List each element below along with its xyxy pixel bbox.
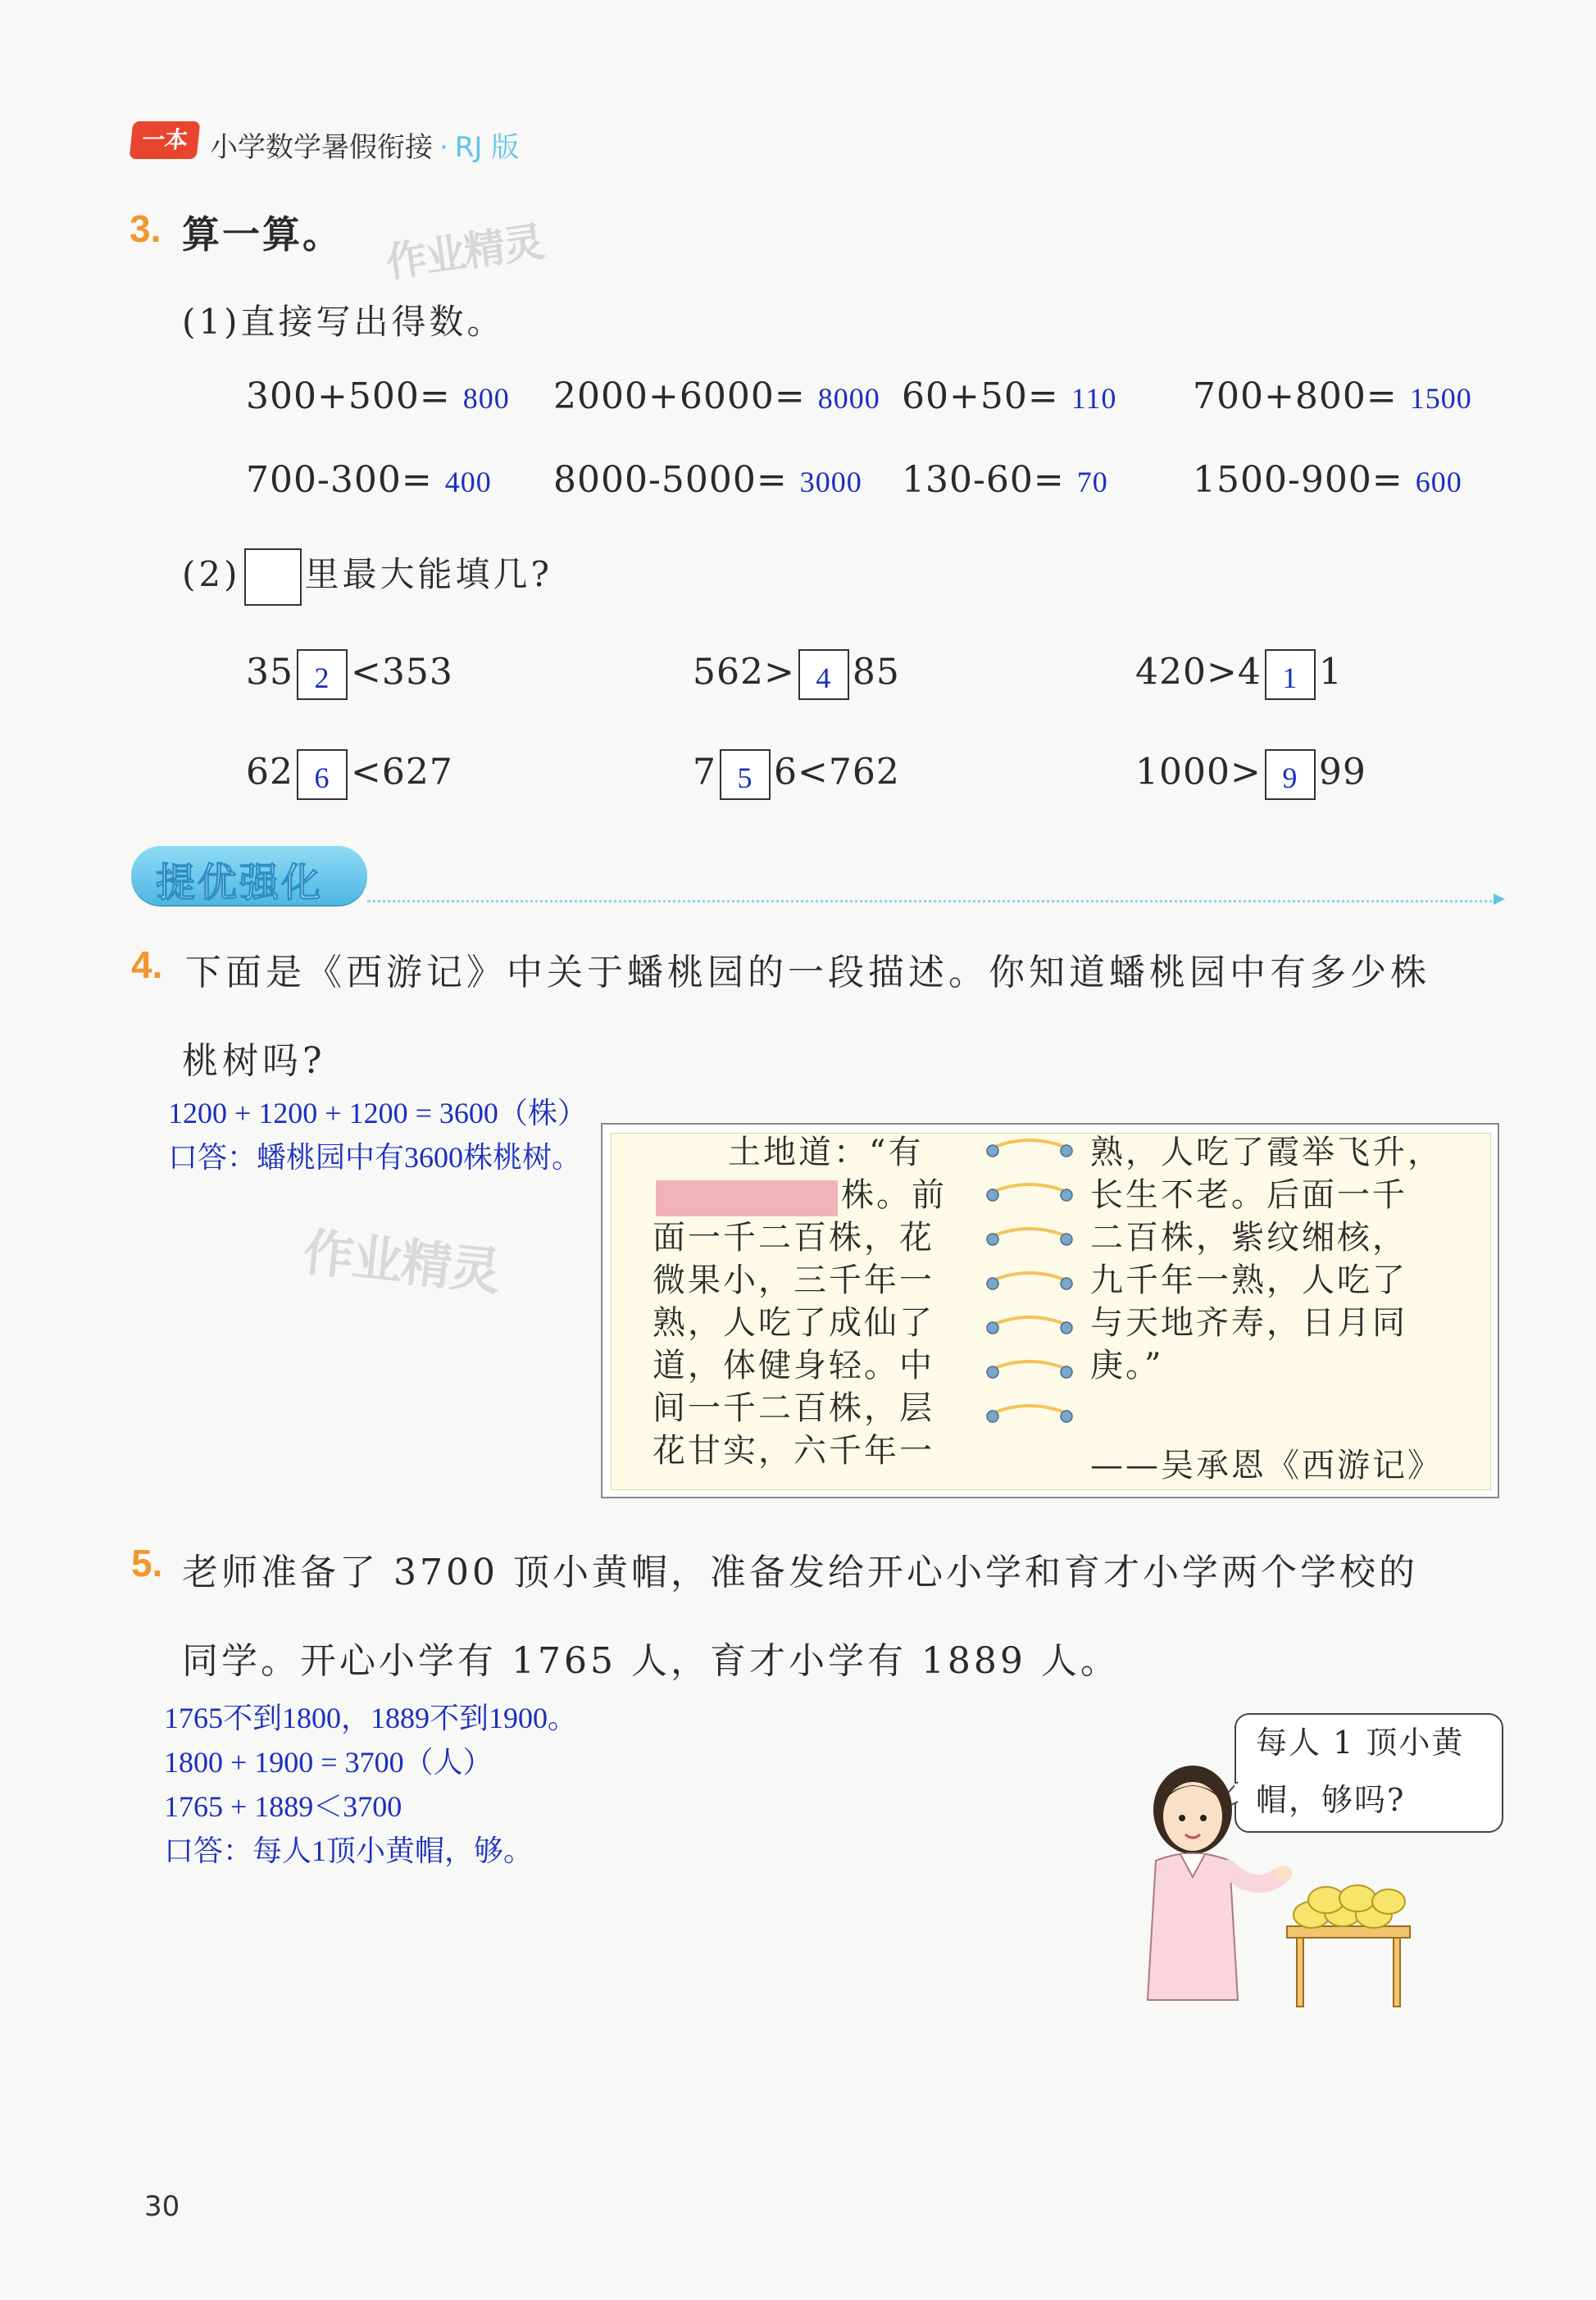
brand-text: 一本 <box>140 126 189 153</box>
fill-1000-99: 1000> 9 99 <box>1135 749 1366 800</box>
q4-text-line2: 桃树吗? <box>182 1040 326 1082</box>
bubble-line2: 帽，够吗? <box>1256 1782 1406 1818</box>
q3-title: 算一算。 <box>182 212 343 257</box>
fill-answer: 5 <box>737 761 753 794</box>
story-line: 二百株，紫纹缃核， <box>1090 1219 1407 1257</box>
binder-rings <box>980 1133 1079 1464</box>
q5-answer-1: 1765不到1800，1889不到1900。 <box>164 1702 578 1734</box>
empty-box-icon <box>244 548 302 606</box>
story-line: 间一千二百株，层 <box>652 1389 934 1427</box>
brand-logo <box>130 121 201 159</box>
q4-number: 4. <box>131 943 163 986</box>
q5-text-line1: 老师准备了 3700 顶小黄帽，准备发给开心小学和育才小学两个学校的 <box>182 1552 1418 1593</box>
banner-divider <box>367 900 1498 902</box>
story-line: 土地道：“有 <box>728 1134 924 1171</box>
teacher-illustration <box>1115 1754 1418 2008</box>
story-line: 微果小，三千年一 <box>652 1261 934 1299</box>
expr-2000-plus-6000: 2000+6000= 8000 <box>553 375 880 417</box>
story-line: 庚。” <box>1090 1347 1164 1384</box>
answer: 70 <box>1076 466 1108 498</box>
q5-text-line2: 同学。开心小学有 1765 人，育才小学有 1889 人。 <box>182 1640 1120 1682</box>
watermark-1: 作业精灵 <box>383 217 546 288</box>
q5-answer-3: 1765 + 1889＜3700 <box>164 1790 402 1823</box>
answer: 600 <box>1415 466 1462 498</box>
header-title: 小学数学暑假衔接 · RJ 版 <box>210 131 520 164</box>
q4-answer-line1: 1200 + 1200 + 1200 = 3600（株） <box>168 1097 587 1130</box>
watermark-2: 作业精灵 <box>300 1221 502 1302</box>
fill-answer: 4 <box>816 661 832 694</box>
q5-number: 5. <box>131 1542 163 1584</box>
answer: 1500 <box>1409 382 1472 415</box>
story-line: 株。前 <box>841 1176 947 1214</box>
story-right-column <box>1090 1131 1484 1387</box>
expr-60-plus-50: 60+50= 110 <box>902 375 1117 417</box>
story-line: 长生不老。后面一千 <box>1090 1176 1407 1214</box>
expr-700-minus-300: 700-300= 400 <box>246 459 492 501</box>
fill-562-85: 562> 4 85 <box>693 649 900 700</box>
fill-7-762: 7 5 6<762 <box>693 749 900 800</box>
fill-62-627: 62 6 <627 <box>246 749 453 800</box>
yellow-hats-icon <box>1294 1885 1405 1928</box>
expr-1500-minus-900: 1500-900= 600 <box>1193 459 1462 501</box>
page-number: 30 <box>144 2190 180 2223</box>
answer: 400 <box>444 466 492 498</box>
q4-answer-line2: 口答：蟠桃园中有3600株桃树。 <box>168 1141 582 1174</box>
fill-answer: 6 <box>314 761 330 794</box>
story-line: 熟，人吃了成仙了 <box>652 1304 934 1342</box>
expr-700-plus-800: 700+800= 1500 <box>1193 375 1472 417</box>
expr-300-plus-500: 300+500= 800 <box>246 375 510 417</box>
answer: 8000 <box>817 382 880 415</box>
q5-answer-2: 1800 + 1900 = 3700（人） <box>164 1746 493 1779</box>
q3-part1-label: (1)直接写出得数。 <box>182 302 505 342</box>
bubble-line1: 每人 1 顶小黄 <box>1256 1725 1465 1761</box>
section-banner <box>131 846 367 905</box>
story-left-column <box>652 1131 964 1472</box>
q3-part2-label: (2) 里最大能填几? <box>182 548 552 606</box>
story-line: 花甘实，六千年一 <box>652 1432 934 1470</box>
section-banner-text: 提优强化 <box>156 860 324 906</box>
answer: 3000 <box>799 466 862 498</box>
fill-answer: 1 <box>1282 661 1298 694</box>
story-line: 道，体健身轻。中 <box>652 1347 934 1384</box>
q5-answer-4: 口答：每人1顶小黄帽，够。 <box>164 1834 534 1867</box>
answer: 800 <box>462 382 510 415</box>
story-source: ——吴承恩《西游记》 <box>1090 1447 1443 1484</box>
fill-answer: 2 <box>314 661 330 694</box>
expr-8000-minus-5000: 8000-5000= 3000 <box>553 459 862 501</box>
fill-answer: 9 <box>1282 761 1298 794</box>
fill-420-41: 420>4 1 1 <box>1135 649 1343 700</box>
q3-number: 3. <box>130 207 161 250</box>
divider-arrow-icon <box>1494 893 1505 905</box>
answer: 110 <box>1071 382 1117 415</box>
q4-text-line1: 下面是《西游记》中关于蟠桃园的一段描述。你知道蟠桃园中有多少株 <box>185 952 1430 993</box>
expr-130-minus-60: 130-60= 70 <box>902 459 1108 501</box>
fill-35-353: 35 2 <353 <box>246 649 453 700</box>
binder-ring-icon <box>980 1133 1079 1461</box>
story-line: 熟，人吃了霞举飞升， <box>1090 1134 1443 1171</box>
story-line: 九千年一熟，人吃了 <box>1090 1261 1407 1299</box>
story-line: 与天地齐寿，日月同 <box>1090 1304 1407 1342</box>
story-line: 面一千二百株，花 <box>652 1219 934 1257</box>
